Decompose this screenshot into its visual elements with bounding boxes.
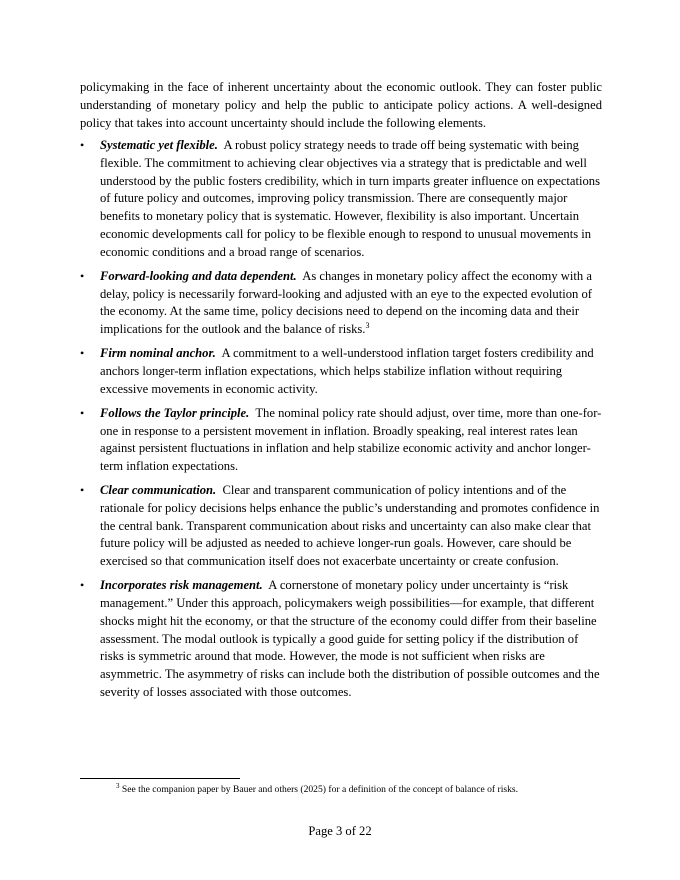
bullet-icon: • bbox=[80, 578, 85, 593]
footnote-divider bbox=[80, 778, 240, 779]
page-number: Page 3 of 22 bbox=[308, 824, 372, 838]
item-lead: Firm nominal anchor. bbox=[100, 346, 216, 361]
list-item-risk-management bbox=[80, 577, 602, 702]
list-item-nominal-anchor bbox=[80, 345, 602, 398]
item-body: A robust policy strategy needs to trade off being systematic with being flexible. The commitment to achieving clear objectives via a strategy that is predictable and well understood by the public fosters credibility, which in turn imparts greater influence on expectations of future policy and outcomes, improving policy transmission. There are consequently major benefits to monetary policy that is systematic. However, flexibility is also important. Uncertain economic developments call for policy to be flexible enough to respond to unusual movements in economic conditions and a broad range of scenarios. bbox=[100, 138, 600, 259]
list-item-clear-communication bbox=[80, 482, 602, 571]
list-item-systematic bbox=[80, 137, 602, 262]
bullet-icon: • bbox=[80, 346, 85, 361]
intro-paragraph-block bbox=[80, 79, 602, 132]
bullet-icon: • bbox=[80, 483, 85, 498]
footnote bbox=[80, 781, 602, 796]
item-lead: Systematic yet flexible. bbox=[100, 138, 218, 152]
intro-paragraph: policymaking in the face of inherent uncertainty about the economic outlook. They can foster public understanding of monetary policy and help the public to anticipate policy actions. A well-designed policy that takes into account uncertainty should include the following elements. bbox=[80, 80, 602, 130]
item-body: The nominal policy rate should adjust, over time, more than one-for-one in response to a persistent movement in inflation. Broadly speaking, real interest rates lean against persistent fluctuations in inflation and help stabilize economic activity and anchor longer-term inflation expectations. bbox=[100, 405, 602, 474]
bullet-icon: • bbox=[80, 138, 85, 152]
item-body: A commitment to a well-understood inflation target fosters credibility and anchors longer-term inflation expectations, which helps stabilize inflation without requiring excessive movements in economic activity. bbox=[100, 346, 594, 396]
item-lead: Clear communication. bbox=[100, 483, 217, 498]
footnote-reference[interactable]: 3 bbox=[365, 320, 370, 330]
item-lead: Follows the Taylor principle. bbox=[100, 405, 250, 420]
bullet-icon: • bbox=[80, 405, 85, 420]
item-body: A cornerstone of monetary policy under uncertainty is “risk management.” Under this approach, policymakers weigh possibilities—for example, that different shocks might hit the economy, or that the structure of the economy could differ from their baseline assessment. The modal outlook is typically a good guide for setting policy if the distribution of risks is symmetric around that mode. However, the mode is not sufficient when risks are asymmetric. The asymmetry of risks can include both the distribution of possible outcomes and the severity of losses associated with those outcomes. bbox=[100, 578, 600, 700]
list-item-taylor-principle bbox=[80, 405, 602, 476]
item-body: As changes in monetary policy affect the economy with a delay, policy is necessarily forward-looking and adjusted with an eye to the expected evolution of the economy. At the same time, policy decisions need to depend on the incoming data and their implications for the outlook and the balance of risks. bbox=[100, 268, 592, 337]
item-lead: Forward-looking and data dependent. bbox=[100, 268, 297, 283]
item-body: Clear and transparent communication of policy intentions and of the rationale for policy decisions helps enhance the public’s understanding and promotes confidence in the central bank. Transparent communication about risks and uncertainty can also make clear that future policy will be adjusted as needed to achieve longer-run goals. However, care should be exercised so that communication itself does not exacerbate uncertainty or create confusion. bbox=[100, 483, 600, 569]
footnote-number: 3 bbox=[116, 781, 120, 790]
list-item-forward-looking bbox=[80, 268, 602, 339]
footnote-text: See the companion paper by Bauer and others (2025) for a definition of the concept of balance of risks. bbox=[121, 784, 519, 795]
bullet-icon: • bbox=[80, 268, 85, 283]
item-lead: Incorporates risk management. bbox=[100, 578, 263, 593]
policy-elements-list bbox=[80, 137, 602, 708]
